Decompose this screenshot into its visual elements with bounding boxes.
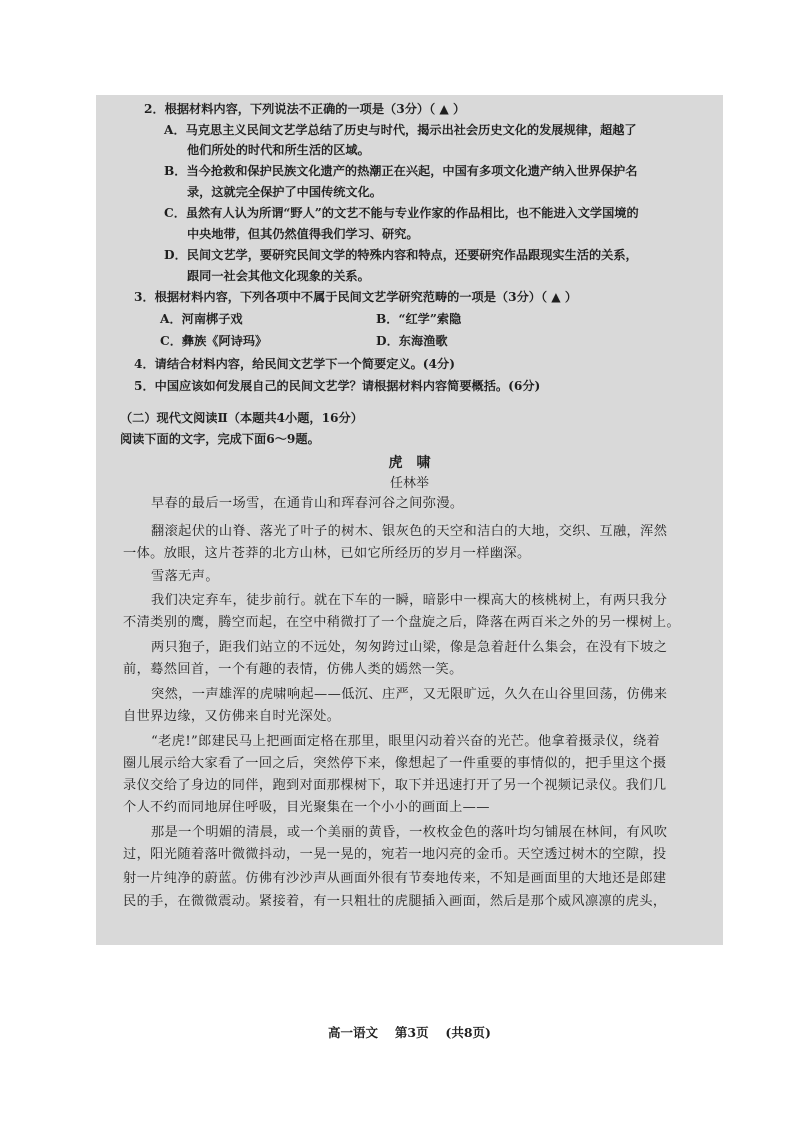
question-2-option-c: C．虽然有人认为所谓“野人”的文艺不能与专业作家的作品相比，也不能进入文学国境的 bbox=[164, 206, 639, 220]
article-line: 民的手，在微微震动。紧接着，有一只粗壮的虎腿插入画面，然后是那个威风凛凛的虎头， bbox=[123, 894, 667, 909]
question-3-option-a: A．河南梆子戏 bbox=[160, 312, 243, 326]
article-line: 录仪交给了身边的同伴，跑到对面那棵树下，取下并迅速打开了另一个视频记录仪。我们几 bbox=[123, 778, 667, 793]
question-2-option-c-cont: 中央地带，但其仍然值得我们学习、研究。 bbox=[187, 227, 419, 241]
section-instruction: 阅读下面的文字，完成下面6～9题。 bbox=[120, 432, 320, 446]
article-line: 两只狍子，距我们站立的不远处，匆匆跨过山梁，像是急着赶什么集会，在没有下坡之 bbox=[151, 640, 668, 655]
question-3-stem: 3．根据材料内容，下列各项中不属于民间文艺学研究范畴的一项是（3分）（ ▲ ） bbox=[134, 290, 578, 304]
article-line: 自世界边缘，又仿佛来自时光深处。 bbox=[123, 709, 341, 724]
article-line: 翻滚起伏的山脊、落光了叶子的树木、银灰色的天空和洁白的大地，交织、互融，浑然 bbox=[151, 524, 668, 539]
article-line: 圈儿展示给大家看了一回之后，突然停下来，像想起了一件重要的事情似的，把手里这个摄 bbox=[123, 756, 667, 771]
article-line: 早春的最后一场雪，在通肯山和珲春河谷之间弥漫。 bbox=[151, 496, 464, 511]
article-line: 个人不约而同地屏住呼吸，目光聚集在一个小小的画面上—— bbox=[123, 800, 490, 815]
article-line: 射一片纯净的蔚蓝。仿佛有沙沙声从画面外很有节奏地传来，不知是画面里的大地还是郎建 bbox=[123, 871, 667, 886]
article-line: 过，阳光随着落叶微微抖动，一晃一晃的，宛若一地闪亮的金币。天空透过树木的空隙，投 bbox=[123, 847, 667, 862]
question-3-option-b: B．“红学”索隐 bbox=[376, 312, 462, 326]
question-4: 4．请结合材料内容，给民间文艺学下一个简要定义。(4分) bbox=[134, 357, 455, 371]
question-2-option-a-cont: 他们所处的时代和所生活的区域。 bbox=[187, 143, 370, 157]
question-3-option-d: D．东海渔歌 bbox=[376, 334, 448, 348]
article-author: 任林举 bbox=[389, 476, 429, 491]
question-2-option-b: B．当今抢救和保护民族文化遗产的热潮正在兴起，中国有多项文化遗产纳入世界保护名 bbox=[164, 164, 638, 178]
question-2-stem: 2．根据材料内容，下列说法不正确的一项是（3分）（ ▲ ） bbox=[144, 102, 466, 116]
article-line: 那是一个明媚的清晨，或一个美丽的黄昏，一枚枚金色的落叶均匀铺展在林间，有风吹 bbox=[151, 825, 668, 840]
question-2-option-d-cont: 跟同一社会其他文化现象的关系。 bbox=[187, 269, 370, 283]
article-line: “老虎!”郎建民马上把画面定格在那里，眼里闪动着兴奋的光芒。他拿着摄录仪，绕着 bbox=[151, 734, 661, 749]
question-3-option-c: C．彝族《阿诗玛》 bbox=[160, 334, 268, 348]
question-2-option-d: D．民间文艺学，要研究民间文学的特殊内容和特点，还要研究作品跟现实生活的关系， bbox=[164, 248, 638, 262]
article-line: 雪落无声。 bbox=[151, 569, 219, 584]
article-line: 突然，一声雄浑的虎啸响起——低沉、庄严，又无限旷远，久久在山谷里回荡，仿佛来 bbox=[151, 687, 668, 702]
scanned-page bbox=[96, 95, 723, 1040]
question-5: 5．中国应该如何发展自己的民间文艺学？请根据材料内容简要概括。(6分) bbox=[134, 379, 541, 393]
article-title: 虎 啸 bbox=[388, 455, 431, 471]
question-2-option-b-cont: 录，这就完全保护了中国传统文化。 bbox=[187, 185, 382, 199]
section-heading: （二）现代文阅读Ⅱ（本题共4小题，16分） bbox=[120, 411, 363, 425]
article-line: 我们决定弃车，徒步前行。就在下车的一瞬，暗影中一棵高大的核桃树上，有两只我分 bbox=[151, 593, 668, 608]
article-line: 前，蓦然回首，一个有趣的表情，仿佛人类的嫣然一笑。 bbox=[123, 662, 463, 677]
article-line: 一体。放眼，这片苍莽的北方山林，已如它所经历的岁月一样幽深。 bbox=[123, 546, 531, 561]
question-2-option-a: A．马克思主义民间文艺学总结了历史与时代，揭示出社会历史文化的发展规律，超越了 bbox=[164, 123, 637, 137]
page-footer: 高一语文 第3页 (共8页) bbox=[328, 1025, 491, 1040]
article-line: 不清类别的鹰，腾空而起，在空中稍微打了一个盘旋之后，降落在两百米之外的另一棵树上。 bbox=[123, 615, 681, 630]
